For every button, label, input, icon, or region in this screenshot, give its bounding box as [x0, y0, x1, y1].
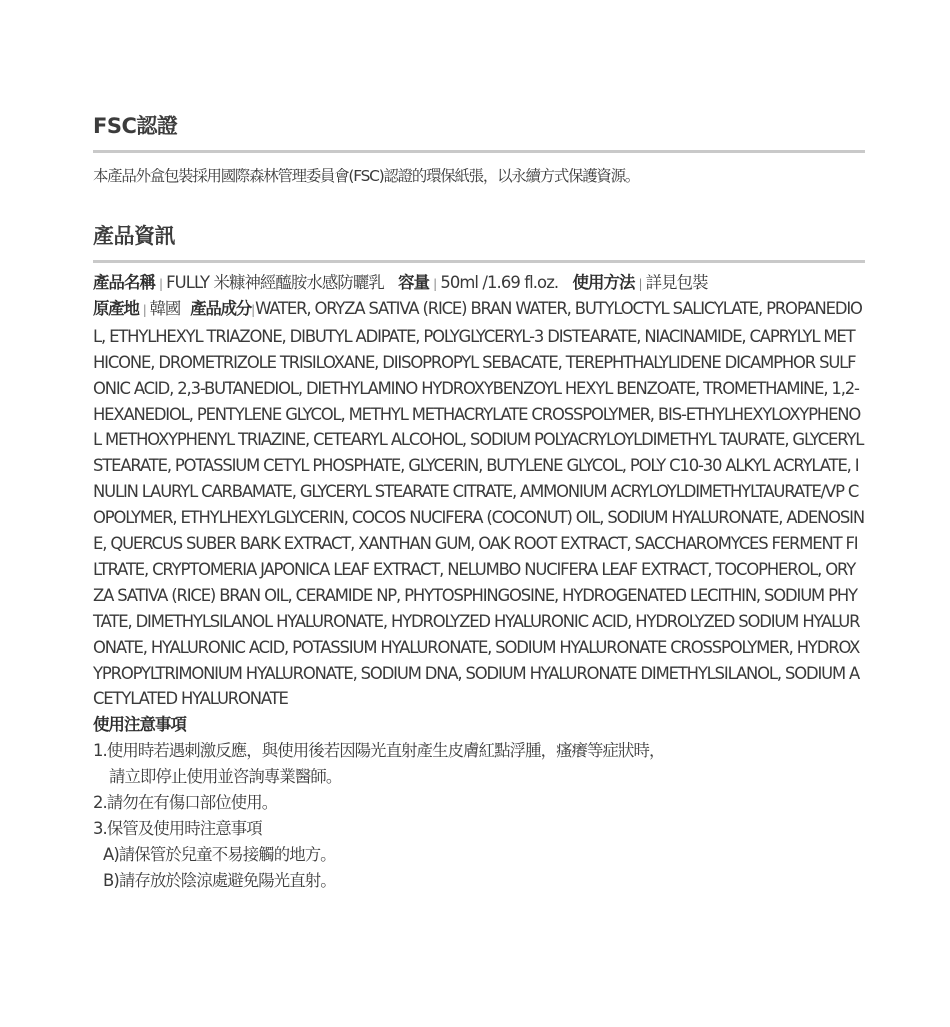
origin-label: 原產地 [93, 298, 139, 318]
info-section [93, 222, 865, 263]
info-title: 產品資訊 [93, 224, 175, 248]
product-line-1 [93, 270, 865, 296]
fsc-title: FSC認證 [93, 114, 178, 138]
fsc-text: 本產品外盒包裝採用國際森林管理委員會(FSC)認證的環保紙張，以永續方式保護資源。 [93, 167, 639, 185]
ingredients-value: WATER, ORYZA SATIVA (RICE) BRAN WATER, BUTYLOCTYL SALICYLATE, PROPANEDIOL, ETHYLHEXYL TRIAZONE, DIBUTYL ADIPATE, POLYGLYCERYL-3 DISTEARATE, NIACINAMIDE, CAPRYLYL METHICONE, DROMETRIZOLE TRISILOXANE, DIISOPROPYL SEBACATE, TEREPHTHALYLIDENE DICAMPHOR SULFONIC ACID, 2,3-BUTANEDIOL, DIETHYLAMINO HYDROXYBENZOYL HEXYL BENZOATE, TROMETHAMINE, 1,2-HEXANEDIOL, PENTYLENE GLYCOL, METHYL METHACRYLATE CROSSPOLYMER, BIS-ETHYLHEXYLOXYPHENOL METHOXYPHENYL TRIAZINE, CETEARYL ALCOHOL, SODIUM POLYACRYLOYLDIMETHYL TAURATE, GLYCERYL STEARATE, POTASSIUM CETYL PHOSPHATE, GLYCERIN, BUTYLENE GLYCOL, POLY C10-30 ALKYL ACRYLATE, INULIN LAURYL CARBAMATE, GLYCERYL STEARATE CITRATE, AMMONIUM ACRYLOYLDIMETHYLTAURATE/VP COPOLYMER, ETHYLHEXYLGLYCERIN, COCOS NUCIFERA (COCONUT) OIL, SODIUM HYALURONATE, ADENOSINE, QUERCUS SUBER BARK EXTRACT, XANTHAN GUM, OAK ROOT EXTRACT, SACCHAROMYCES FERMENT FILTRATE, CRYPTOMERIA JAPONICA LEAF EXTRACT, NELUMBO NUCIFERA LEAF EXTRACT, TOCOPHEROL, ORYZA SATIVA (RICE) BRAN OIL, CERAMIDE NP, PHYTOSPHINGOSINE, HYDROGENATED LECITHIN, SODIUM PHYTATE, DIMETHYLSILANOL HYALURONATE, HYDROLYZED HYALURONIC ACID, HYDROLYZED SODIUM HYALURONATE, HYALURONIC ACID, POTASSIUM HYALURONATE, SODIUM HYALURONATE CROSSPOLYMER, HYDROXYPROPYLTRIMONIUM HYALURONATE, SODIUM DNA, SODIUM HYALURONATE DIMETHYLSILANOL, SODIUM ACETYLATED HYALURONATE [93, 298, 864, 709]
info-divider [93, 260, 865, 263]
separator: | [638, 277, 642, 291]
origin-ingredients-block [93, 296, 865, 713]
product-info-body [93, 270, 865, 894]
fsc-section [93, 112, 865, 187]
separator: | [251, 302, 255, 317]
capacity-value: 50ml /1.69 fl.oz. [440, 273, 559, 292]
origin-value: 韓國 [149, 298, 181, 318]
caution-3: 3.保管及使用時注意事項 [93, 818, 262, 838]
name-label: 產品名稱 [93, 273, 155, 292]
separator: | [142, 302, 146, 317]
caution-2: 2.請勿在有傷口部位使用。 [93, 793, 278, 813]
caution-1: 1.使用時若遇刺激反應，與使用後若因陽光直射產生皮膚紅點浮腫，瘙癢等症狀時， [93, 741, 665, 761]
caution-3a: A)請保管於兒童不易接觸的地方。 [103, 844, 336, 864]
fsc-divider [93, 150, 865, 153]
name-value: FULLY 米糠神經醯胺水感防曬乳 [166, 273, 384, 292]
separator: | [158, 277, 163, 291]
ingredients-label: 產品成分 [190, 298, 252, 318]
caution-3b: B)請存放於陰涼處避免陽光直射。 [103, 870, 336, 890]
cautions-label: 使用注意事項 [93, 715, 186, 735]
capacity-label: 容量 [398, 273, 430, 292]
separator: | [433, 277, 437, 291]
usage-label: 使用方法 [572, 273, 635, 292]
usage-value: 詳見包裝 [645, 273, 708, 292]
caution-1-continued: 請立即停止使用並咨詢專業醫師。 [109, 767, 342, 787]
